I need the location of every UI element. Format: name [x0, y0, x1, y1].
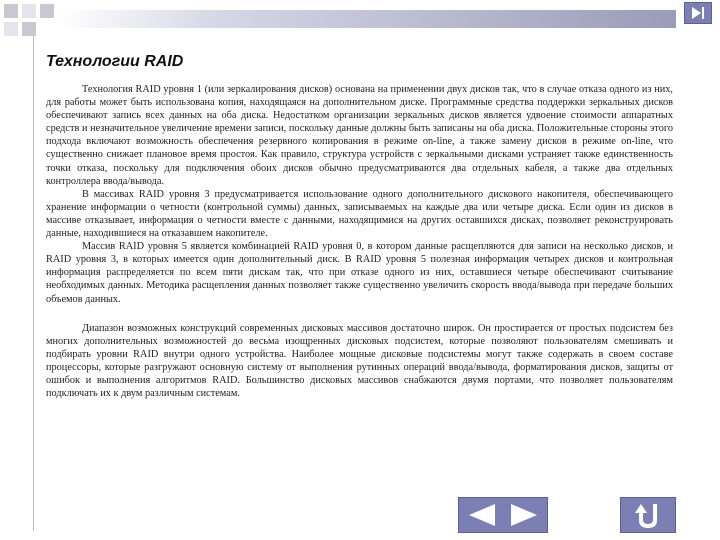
paragraph-raid3: В массивах RAID уровня 3 предусматривается использование одного дополнительного дискового накопителя, обеспечивающего хранение информации о четности (контрольной суммы) данных, записываемых на каждые два или четыре диска. Если один из дисков в массиве отказывает, информация о четности вместе с данными, находящимися на других оставшихся дисках, позволяет реконструировать данные, находившиеся на отказавшем накопителе. — [46, 188, 673, 240]
paragraph-disk-arrays: Диапазон возможных конструкций современных дисковых массивов достаточно широк. Он простирается от простых подсистем без многих дополнительных возможностей до весьма изощренных дисковых подсистем, которые позволяют пользователям смешивать и подбирать уровни RAID внутри одного устройства. Наиболее мощные дисковые подсистемы могут также содержать в своем составе процессоры, которые разгружают основную систему от выполнения рутинных операций ввода/вывода, форматирования дисков, защиты от ошибок и выполнения алгоритмов RAID. Большинство дисковых массивов снабжаются двумя портами, что позволяет пользователям подключать их к двум различным системам. — [46, 322, 673, 400]
paragraph-raid5: Массив RAID уровня 5 является комбинацией RAID уровня 0, в котором данные расщепляются для записи на несколько дисков, и RAID уровня 3, в которых имеется один дополнительный диск. В RAID уровня 5 полезная информация четырех дисков и контрольная информация распределяется по всем пяти дискам так, что при отказе одного из них, оставшиеся четыре обеспечивают считывание необходимых данных. Методика расщепления данных позволяет также существенно увеличить скорость ввода/вывода при передаче больших объемов данных. — [46, 241, 673, 305]
prev-next-nav — [458, 497, 548, 533]
return-button[interactable] — [620, 497, 676, 533]
header-gradient-bar — [58, 10, 676, 28]
previous-arrow-icon[interactable] — [469, 504, 495, 526]
previous-button[interactable] — [469, 504, 495, 526]
slide-body — [46, 83, 673, 400]
return-arrow-icon — [621, 498, 675, 532]
end-button[interactable] — [684, 2, 712, 24]
left-divider — [33, 36, 34, 531]
next-button[interactable] — [511, 504, 537, 526]
next-arrow-icon[interactable] — [511, 504, 537, 526]
slide-title: Технологии RAID — [46, 53, 184, 70]
end-icon — [685, 3, 711, 23]
paragraph-raid1: Технология RAID уровня 1 (или зеркалирования дисков) основана на применении двух дисков так, что в случае отказа одного из них, для работы может быть использована копия, находящаяся на дополнительном диске. Программные средства поддержки зеркальных дисков обеспечивают запись всех данных на оба диска. Недостатком организации зеркальных дисков является удвоение стоимости аппаратных средств и незначительное увеличение времени записи, поскольку данные должны быть записаны на оба диска. Положительные стороны этого подхода включают возможность обеспечения резервного копирования в режиме on-line, а также замену дисков в режиме on-line, что существенно снижает плановое время простоя. Как правило, структура устройств с зеркальными дисками устраняет также единственность точки отказа, поскольку для подключения обоих дисков обычно предусматриваются два отдельных кабеля, а также два отдельных контроллера ввода/вывода. — [46, 84, 673, 187]
